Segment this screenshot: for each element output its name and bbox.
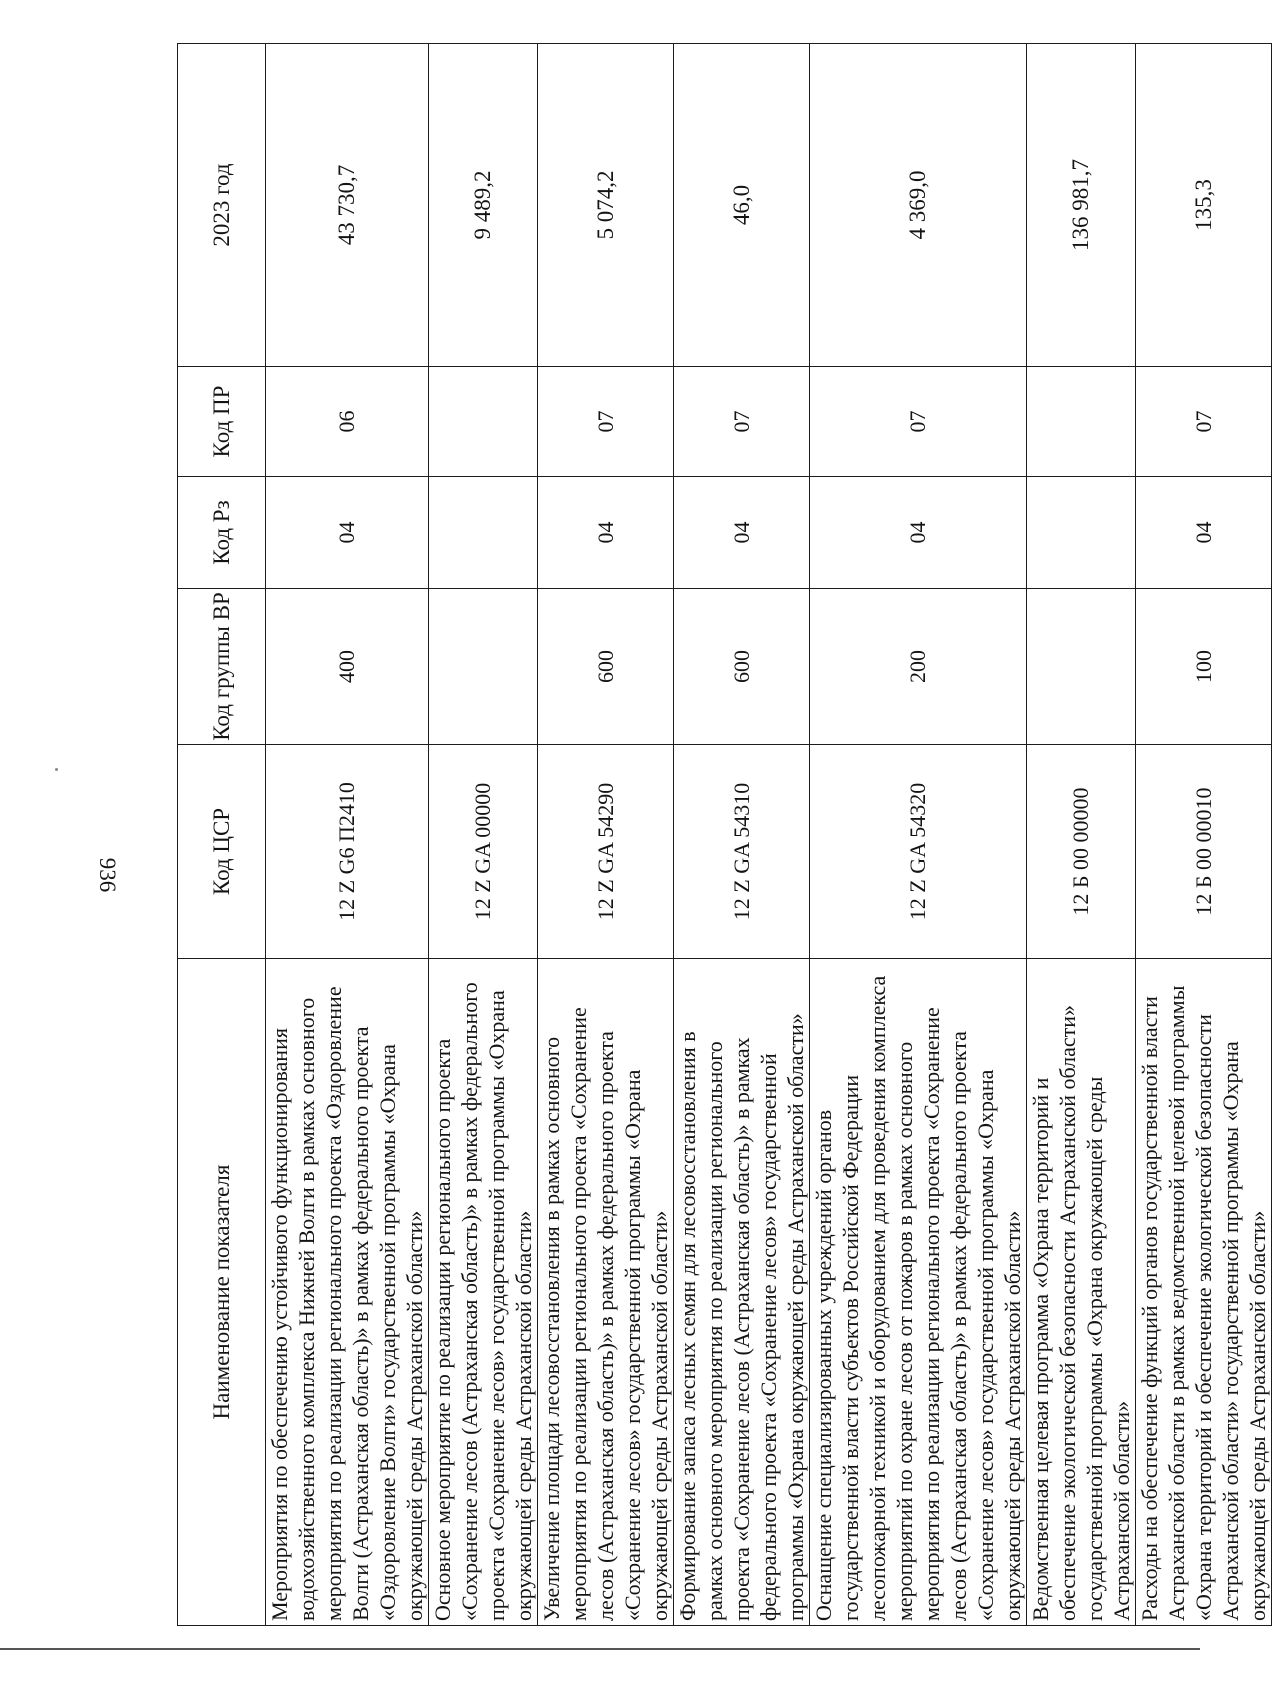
row-rz: 04	[266, 477, 429, 589]
table-row	[810, 44, 1027, 1626]
header-rz: Код Рз	[178, 477, 266, 589]
header-year: 2023 год	[178, 44, 266, 367]
row-vr: 400	[266, 589, 429, 745]
row-amount: 5 074,2	[538, 44, 674, 367]
row-name: Увеличение площади лесовосстановления в рамках основного мероприятия по реализации регионального проекта «Сохранение лесов (Астраханская область)» в рамках федерального проекта «Сохранение лесов» государственной программы «Охрана окружающей среды Астраханской области»	[538, 959, 674, 1626]
header-row	[178, 44, 266, 1626]
row-vr	[1027, 589, 1136, 745]
row-name: Формирование запаса лесных семян для лесовосстановления в рамках основного мероприятия по реализации регионального проекта «Сохранение лесов (Астраханская область)» в рамках федерального проекта «Сохранение лесов» государственной программы «Охрана окружающей среды Астраханской области»	[674, 959, 810, 1626]
row-amount: 9 489,2	[429, 44, 538, 367]
row-vr: 600	[538, 589, 674, 745]
row-vr: 200	[810, 589, 1027, 745]
row-pr: 07	[674, 367, 810, 477]
row-amount: 46,0	[674, 44, 810, 367]
row-csr: 12 Z GA 54290	[538, 745, 674, 959]
page-number: 936	[95, 857, 120, 893]
row-name: Мероприятия по обеспечению устойчивого функционирования водохозяйственного комплекса Нижней Волги в рамках основного мероприятия по реализации регионального проекта «Оздоровление Волги (Астраханская область)» в рамках федерального проекта «Оздоровление Волги» государственной программы «Охрана окружающей среды Астраханской области»	[266, 959, 429, 1626]
row-name: Оснащение специализированных учреждений органов государственной власти субъектов Российской Федерации лесопожарной техникой и оборудованием для проведения комплекса мероприятий по охране лесов от пожаров в рамках основного мероприятия по реализации регионального проекта «Сохранение лесов (Астраханская область)» в рамках федерального проекта «Сохранение лесов» государственной программы «Охрана окружающей среды Астраханской области»	[810, 959, 1027, 1626]
header-vr: Код группы ВР	[178, 589, 266, 745]
row-vr: 100	[1136, 589, 1272, 745]
row-vr: 600	[674, 589, 810, 745]
scan-speck	[55, 768, 58, 771]
table-row	[1136, 44, 1272, 1626]
row-csr: 12 Z GA 00000	[429, 745, 538, 959]
row-vr	[429, 589, 538, 745]
header-name: Наименование показателя	[178, 959, 266, 1626]
header-pr: Код ПР	[178, 367, 266, 477]
row-rz: 04	[538, 477, 674, 589]
row-amount: 43 730,7	[266, 44, 429, 367]
row-name: Основное мероприятие по реализации регионального проекта «Сохранение лесов (Астраханская область)» в рамках федерального проекта «Сохранение лесов» государственной программы «Охрана окружающей среды Астраханской области»	[429, 959, 538, 1626]
row-name: Ведомственная целевая программа «Охрана территорий и обеспечение экологической безопасности Астраханской области» государственной программы «Охрана окружающей среды Астраханской области»	[1027, 959, 1136, 1626]
row-amount: 136 981,7	[1027, 44, 1136, 367]
row-csr: 12 Б 00 00000	[1027, 745, 1136, 959]
row-amount: 135,3	[1136, 44, 1272, 367]
row-pr: 06	[266, 367, 429, 477]
row-csr: 12 Z GA 54320	[810, 745, 1027, 959]
header-csr: Код ЦСР	[178, 745, 266, 959]
table-row	[429, 44, 538, 1626]
row-pr	[429, 367, 538, 477]
row-rz: 04	[810, 477, 1027, 589]
scan-edge-line	[0, 1648, 1200, 1650]
row-rz	[1027, 477, 1136, 589]
row-amount: 4 369,0	[810, 44, 1027, 367]
row-csr: 12 Z G6 П2410	[266, 745, 429, 959]
table-row	[266, 44, 429, 1626]
row-name: Расходы на обеспечение функций органов государственной власти Астраханской области в рамках ведомственной целевой программы «Охрана территорий и обеспечение экологической безопасности Астраханской области» государственной программы «Охрана окружающей среды Астраханской области»	[1136, 959, 1272, 1626]
table-row	[538, 44, 674, 1626]
row-rz	[429, 477, 538, 589]
row-pr: 07	[538, 367, 674, 477]
budget-table	[177, 43, 1272, 1626]
row-rz: 04	[1136, 477, 1272, 589]
row-pr: 07	[810, 367, 1027, 477]
row-csr: 12 Z GA 54310	[674, 745, 810, 959]
row-pr	[1027, 367, 1136, 477]
row-rz: 04	[674, 477, 810, 589]
table-row	[674, 44, 810, 1626]
table-row	[1027, 44, 1136, 1626]
row-csr: 12 Б 00 00010	[1136, 745, 1272, 959]
row-pr: 07	[1136, 367, 1272, 477]
budget-table-rotated	[177, 44, 1270, 1626]
